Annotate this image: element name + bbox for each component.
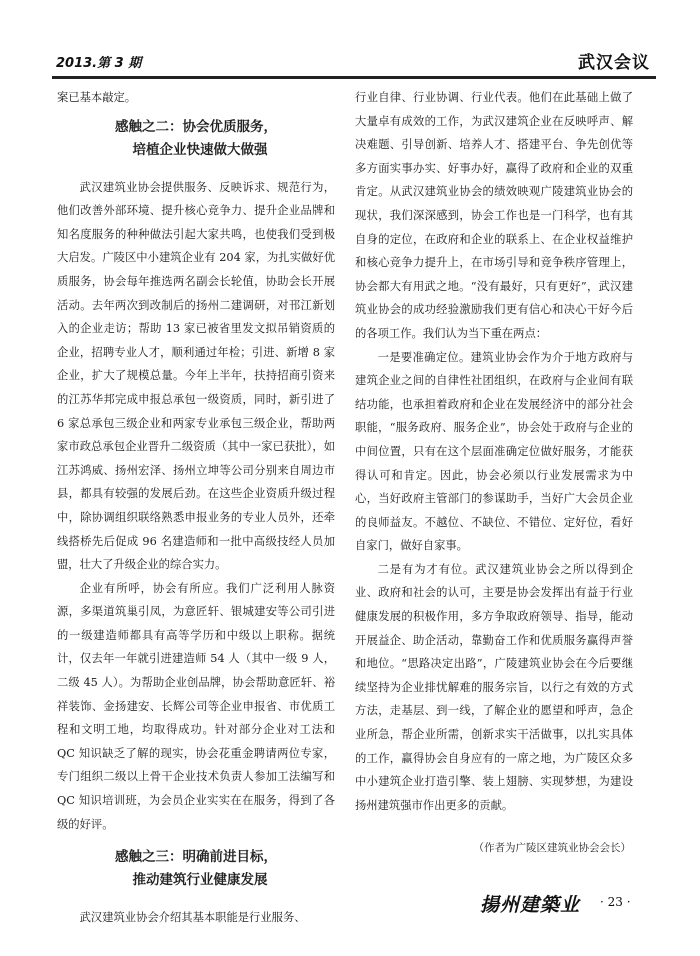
section-title-line: 推动建筑行业健康发展 [132, 872, 268, 889]
page-header [52, 46, 656, 74]
section-title-3 [57, 846, 335, 892]
right-column [355, 86, 633, 861]
page-number: · 23 · [600, 895, 631, 909]
paragraph: 武汉建筑业协会介绍其基本职能是行业服务、 [79, 911, 306, 925]
section-title-line: 感触之三：明确前进目标， [115, 849, 277, 866]
section-title-2 [57, 116, 335, 162]
section-title-line: 培植企业快速做大做强 [132, 141, 268, 158]
magazine-logo: 揚州建築业 [480, 894, 581, 916]
header-rule [52, 76, 656, 79]
left-column [57, 86, 335, 930]
paragraph: 一是要准确定位。建筑业协会作为介于地方政府与建筑企业之间的自律性社团组织，在政府与企业间有联结功能，也承担着政府和企业在发展经济中的部分社会职能，“服务政府、服务企业”，协会处于政府与企业的中间位置，只有在这个层面准确定位做好服务，才能获得认可和肯定。因此，协会必须以行业发展需求为中心，当好政府主管部门的参谋助手，当好广大会员企业的良师益友。不越位、不缺位、不错位、定好位，看好自家门，做好自家事。 [355, 350, 633, 553]
paragraph: 武汉建筑业协会提供服务、反映诉求、规范行为，他们改善外部环境、提升核心竞争力、提升企业品牌和知名度服务的种种做法引起大家共鸣，也使我们受到极大启发。广陵区中小建筑企业有 204 家，为扎实做好优质服务，协会每年推选两名副会长轮值，协助会长开展活动。去年两次到改制后的扬州二建调研，对邗江新划入的企业走访；帮助 13 家已被省里发文拟吊销资质的企业，招聘专业人才，顺利通过年检；引进、新增 8 家企业，扩大了规模总量。今年上半年，扶持招商引资来的江苏华邦完成申报总承包一级资质，同时，新引进了 6 家总承包三级企业和两家专业承包三级企业，帮助两家市政总承包企业晋升二级资质（其中一家已获批），如江苏鸿威、扬州宏泽、扬州立坤等公司分别来自周边市县，都具有较强的发展后劲。在这些企业资质升级过程中，除协调组织联络熟悉申报业务的专业人员外，还牵线搭桥先后促成 96 名建造师和一批中高级技经人员加盟，壮大了升级企业的综合实力。 [57, 180, 335, 572]
paragraph: 企业有所呼，协会有所应。我们广泛利用人脉资源，多渠道筑巢引凤，为意匠轩、银城建安等公司引进的一级建造师都具有高等学历和中级以上职称。据统计，仅去年一年就引进建造师 54 人（其中一级 9 人，二级 45 人）。为帮助企业创品牌，协会帮助意匠轩、裕祥装饰、金扬建安、长辉公司等企业申报省、市优质工程和文明工地，均取得成功。针对部分企业对工法和 QC 知识缺乏了解的现实，协会花重金聘请两位专家，专门组织二级以上骨干企业技术负责人参加工法编写和 QC 知识培训班，为会员企业实实在在服务，得到了各级的好评。 [57, 581, 335, 831]
section-title-line: 感触之二：协会优质服务， [115, 118, 277, 135]
paragraph: 行业自律、行业协调、行业代表。他们在此基础上做了大量卓有成效的工作，为武汉建筑企业在反映呼声、解决难题、引导创新、培养人才、搭建平台、争先创优等多方面实事办实、好事办好，赢得了政府和企业的双重肯定。从武汉建筑业协会的绩效映观广陵建筑业协会的现状，我们深深感到，协会工作也是一门科学，也有其自身的定位，在政府和企业的联系上、在企业权益维护和核心竞争力提升上，在市场引导和竞争秩序管理上，协会都大有用武之地。“没有最好，只有更好”，武汉建筑业协会的成功经验激励我们更有信心和决心干好今后的各项工作。我们认为当下重在两点： [355, 91, 633, 340]
paragraph: 二是有为才有位。武汉建筑业协会之所以得到企业、政府和社会的认可，主要是协会发挥出有益于行业健康发展的积极作用，多方争取政府领导、指导，能动开展益企、助企活动，靠勤奋工作和优质服务赢得声誉和地位。“思路决定出路”，广陵建筑业协会在今后要继续坚持为企业排忧解难的服务宗旨，以行之有效的方式方法，走基层、到一线，了解企业的愿望和呼声，急企业所急，帮企业所需，创新求实干活做事，以扎实具体的工作，赢得协会自身应有的一席之地，为广陵区众多中小建筑企业打造引擎、装上翅膀、实现梦想，为建设扬州建筑强市作出更多的贡献。 [355, 562, 633, 812]
paragraph: 案已基本敲定。 [57, 91, 137, 104]
journal-title: 武汉会议 [578, 53, 650, 73]
author-note: （作者为广陵区建筑业协会会长） [473, 842, 631, 855]
issue-label: 2013.第 3 期 [56, 56, 142, 71]
page-footer [480, 890, 650, 920]
